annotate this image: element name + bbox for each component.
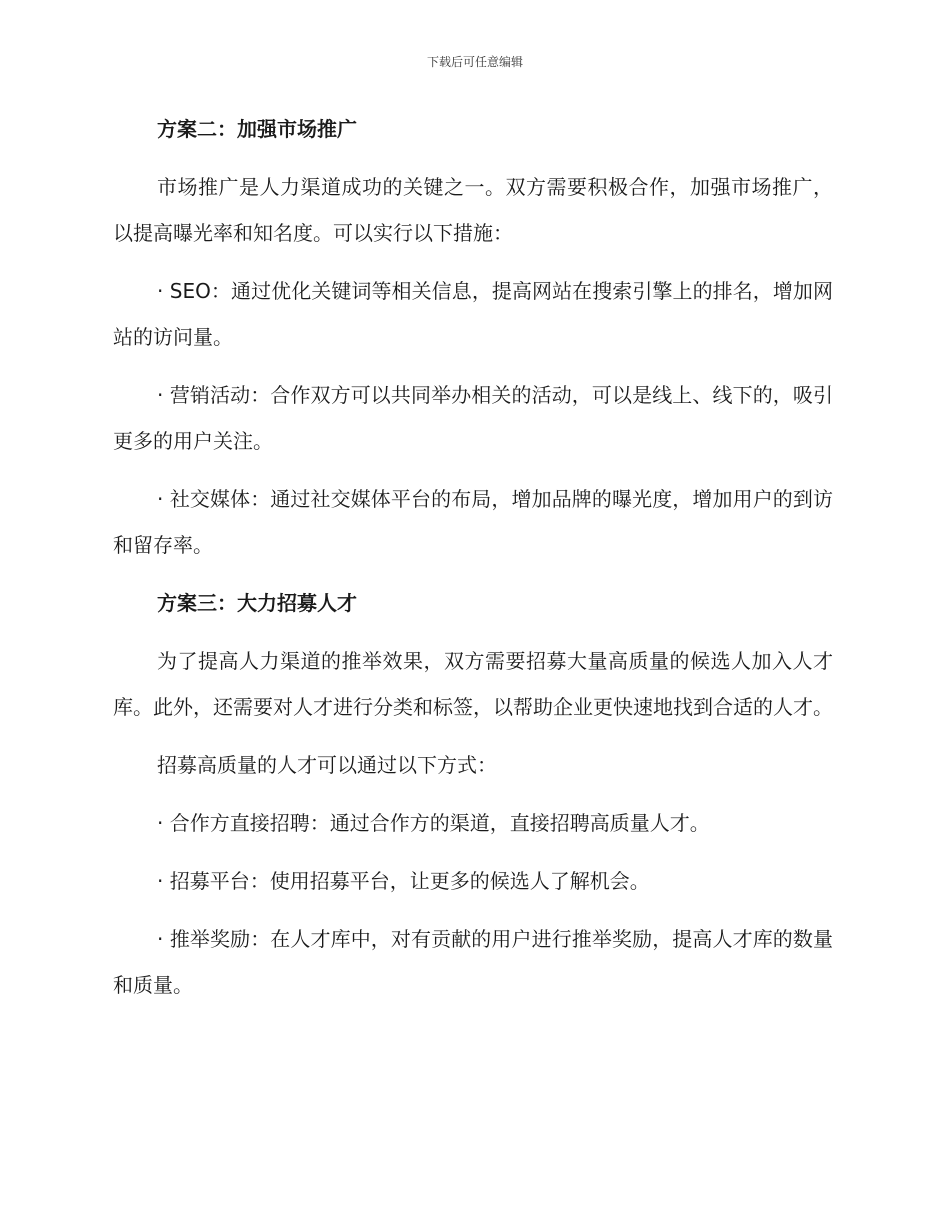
bullet-direct-hiring: · 合作方直接招聘：通过合作方的渠道，直接招聘高质量人才。	[157, 811, 710, 835]
page-header-note: 下载后可任意编辑	[426, 55, 523, 69]
bullet-marketing-events: · 营销活动：合作双方可以共同举办相关的活动，可以是线上、线下的，吸引更多的用户关注。	[113, 383, 833, 453]
bullet-seo: · SEO：通过优化关键词等相关信息，提高网站在搜索引擎上的排名，增加网站的访问量。	[113, 279, 833, 349]
paragraph-recruit-methods: 招募高质量的人才可以通过以下方式：	[157, 753, 497, 777]
bullet-social-media: · 社交媒体：通过社交媒体平台的布局，增加品牌的曝光度，增加用户的到访和留存率。	[113, 487, 833, 557]
paragraph-talent-intro: 为了提高人力渠道的推举效果，双方需要招募大量高质量的候选人加入人才库。此外，还需要对人才进行分类和标签，以帮助企业更快速地找到合适的人才。	[113, 649, 833, 719]
bullet-recruit-platform: · 招募平台：使用招募平台，让更多的候选人了解机会。	[157, 869, 650, 893]
section-heading-talent-recruitment: 方案三：大力招募人才	[157, 591, 357, 615]
paragraph-market-intro: 市场推广是人力渠道成功的关键之一。双方需要积极合作，加强市场推广，以提高曝光率和知名度。可以实行以下措施：	[113, 175, 833, 245]
section-heading-market-promotion: 方案二：加强市场推广	[157, 117, 357, 141]
bullet-referral-rewards: · 推举奖励：在人才库中，对有贡献的用户进行推举奖励，提高人才库的数量和质量。	[113, 927, 833, 997]
document-body	[113, 106, 833, 1020]
